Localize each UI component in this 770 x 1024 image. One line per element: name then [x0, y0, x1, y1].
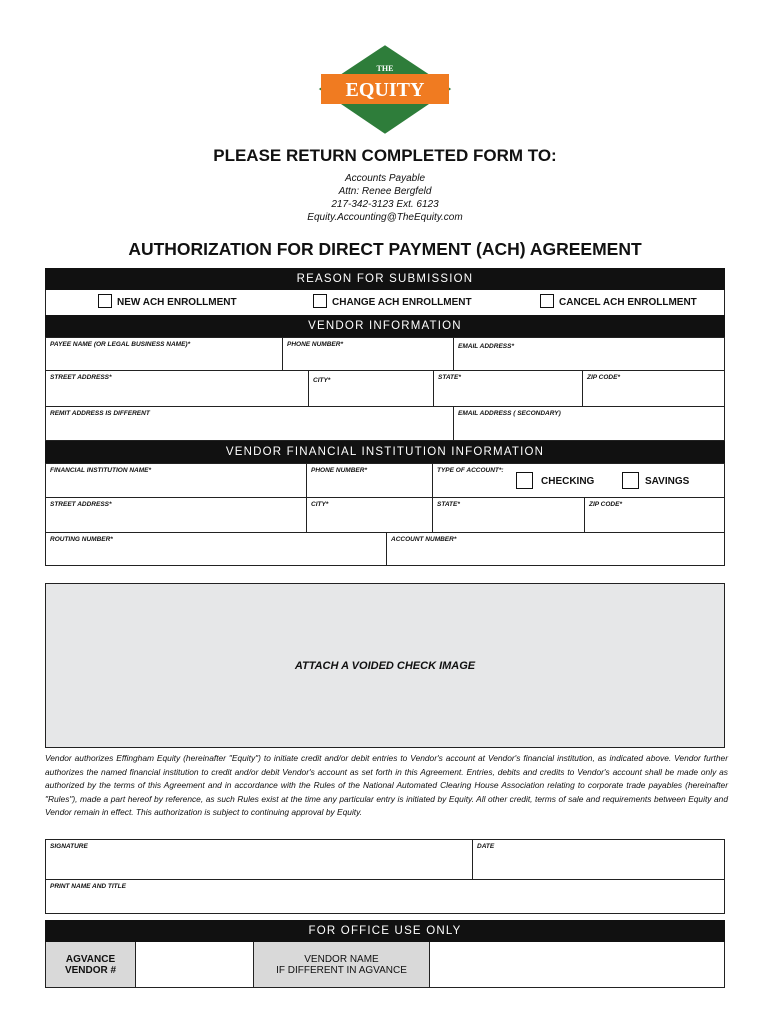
- logo-equity-text: EQUITY: [345, 79, 425, 101]
- institution-state-field[interactable]: [432, 497, 585, 533]
- signature-label: SIGNATURE: [50, 843, 88, 850]
- agvance-vendor-field[interactable]: [136, 942, 254, 987]
- vendor-name-field[interactable]: [430, 942, 724, 987]
- date-label: DATE: [477, 843, 495, 850]
- institution-street-label: STREET ADDRESS*: [50, 501, 112, 508]
- vendor-state-field[interactable]: [433, 370, 583, 407]
- vendor-street-label: STREET ADDRESS*: [50, 374, 112, 381]
- form-title: AUTHORIZATION FOR DIRECT PAYMENT (ACH) AGREEMENT: [128, 239, 642, 259]
- institution-street-field[interactable]: [45, 497, 307, 533]
- equity-logo: [315, 42, 455, 137]
- agvance-label-line2: VENDOR #: [64, 964, 117, 976]
- account-type-label: TYPE OF ACCOUNT*:: [437, 467, 504, 474]
- vendor-phone-field[interactable]: [282, 337, 454, 371]
- new-enrollment-label: NEW ACH ENROLLMENT: [117, 297, 237, 308]
- cancel-enrollment-label: CANCEL ACH ENROLLMENT: [559, 297, 697, 308]
- office-use-header: FOR OFFICE USE ONLY: [45, 920, 725, 942]
- vendor-city-field[interactable]: [308, 370, 434, 407]
- vendor-zip-label: ZIP CODE*: [587, 374, 620, 381]
- institution-city-field[interactable]: [306, 497, 433, 533]
- return-line: Attn: Renee Bergfeld: [338, 186, 432, 197]
- agvance-label-line1: AGVANCE: [65, 953, 116, 965]
- financial-info-header: VENDOR FINANCIAL INSTITUTION INFORMATION: [45, 441, 725, 463]
- return-email: Equity.Accounting@TheEquity.com: [307, 212, 463, 223]
- office-use-row: [45, 942, 725, 988]
- routing-number-field[interactable]: [45, 532, 387, 566]
- account-number-field[interactable]: [386, 532, 725, 566]
- logo-the-text: THE: [376, 64, 394, 73]
- signature-field[interactable]: [45, 839, 473, 880]
- vendor-state-label: STATE*: [438, 374, 461, 381]
- institution-state-label: STATE*: [437, 501, 460, 508]
- secondary-email-field[interactable]: [453, 406, 725, 441]
- checking-checkbox[interactable]: [516, 472, 533, 489]
- institution-name-field[interactable]: [45, 463, 307, 498]
- date-field[interactable]: [472, 839, 725, 880]
- remit-address-field[interactable]: [45, 406, 454, 441]
- routing-number-label: ROUTING NUMBER*: [50, 536, 113, 543]
- vendor-name-label-line1: VENDOR NAME: [304, 953, 379, 965]
- return-title: PLEASE RETURN COMPLETED FORM TO:: [213, 146, 557, 165]
- institution-zip-label: ZIP CODE*: [589, 501, 622, 508]
- vendor-phone-label: PHONE NUMBER*: [287, 341, 343, 348]
- payee-name-field[interactable]: [45, 337, 283, 371]
- reason-row: [45, 290, 725, 315]
- reason-header: REASON FOR SUBMISSION: [45, 268, 725, 290]
- checking-label: CHECKING: [541, 476, 595, 487]
- vendor-email-field[interactable]: [453, 337, 725, 371]
- vendor-name-label: [254, 942, 430, 987]
- vendor-info-header: VENDOR INFORMATION: [45, 315, 725, 337]
- savings-label: SAVINGS: [645, 476, 690, 487]
- agvance-vendor-label: [46, 942, 136, 987]
- vendor-street-field[interactable]: [45, 370, 309, 407]
- print-name-title-label: PRINT NAME AND TITLE: [50, 883, 126, 890]
- voided-check-label: ATTACH A VOIDED CHECK IMAGE: [294, 659, 476, 672]
- institution-city-label: CITY*: [311, 501, 329, 508]
- new-enrollment-checkbox[interactable]: [98, 294, 112, 308]
- institution-phone-label: PHONE NUMBER*: [311, 467, 367, 474]
- account-number-label: ACCOUNT NUMBER*: [391, 536, 457, 543]
- institution-name-label: FINANCIAL INSTITUTION NAME*: [50, 467, 151, 474]
- voided-check-dropzone[interactable]: [45, 583, 725, 748]
- change-enrollment-checkbox[interactable]: [313, 294, 327, 308]
- cancel-enrollment-checkbox[interactable]: [540, 294, 554, 308]
- remit-address-label: REMIT ADDRESS IS DIFFERENT: [50, 410, 150, 417]
- institution-zip-field[interactable]: [584, 497, 725, 533]
- vendor-name-label-line2: IF DIFFERENT IN AGVANCE: [276, 964, 407, 976]
- vendor-city-label: CITY*: [313, 377, 331, 384]
- vendor-zip-field[interactable]: [582, 370, 725, 407]
- institution-phone-field[interactable]: [306, 463, 433, 498]
- secondary-email-label: EMAIL ADDRESS ( SECONDARY): [458, 410, 561, 417]
- agreement-text: Vendor authorizes Effingham Equity (hereinafter "Equity") to initiate credit and/or debit entries to Vendor's account at Vendor's financial institution, as indicated above. Vendor further authorizes the named financial institution to credit and/or debit Vendor's account as set forth in this Agreement. Entries, debits and credits to Vendor's account shall be made only as authorized by the terms of this Agreement and in accordance with the Rules of the National Automated Clearing House Association relating to corporate trade payables (hereinafter "Rules"), made a part hereof by reference, as such Rules exist at the time any particular entry is initiated by Equity. All other credit, terms of sale and requirements between Equity and Vendor remain in effect. This authorization is subject to continuing approval by Equity.: [45, 753, 728, 818]
- vendor-email-label: EMAIL ADDRESS*: [458, 343, 514, 350]
- change-enrollment-label: CHANGE ACH ENROLLMENT: [332, 297, 472, 308]
- return-line: 217-342-3123 Ext. 6123: [331, 199, 439, 210]
- return-line: Accounts Payable: [344, 173, 426, 184]
- payee-name-label: PAYEE NAME (OR LEGAL BUSINESS NAME)*: [50, 341, 191, 348]
- account-type-field: [432, 463, 725, 498]
- savings-checkbox[interactable]: [622, 472, 639, 489]
- print-name-title-field[interactable]: [45, 879, 725, 914]
